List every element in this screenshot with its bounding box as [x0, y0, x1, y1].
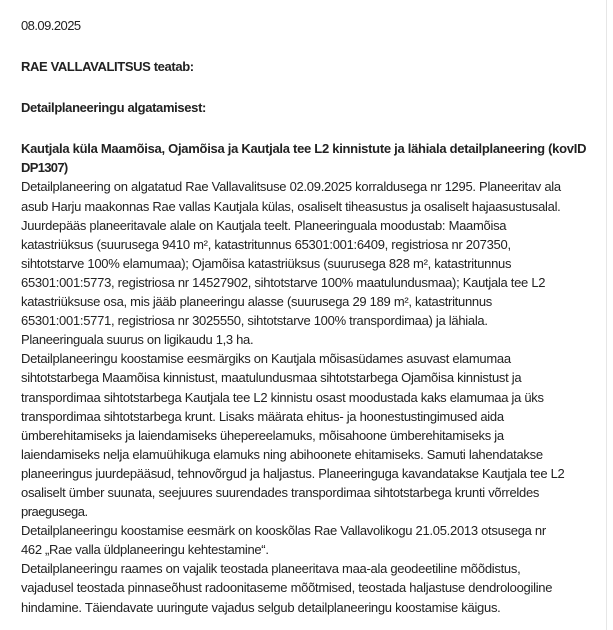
body-line: vajadusel teostada pinnaseõhust radoonitaseme mõõtmised, teostada haljastuse dendroloogiline [21, 580, 553, 596]
notice-date: 08.09.2025 [21, 18, 81, 33]
body-line: 65301:001:5771, registriosa nr 3025550, sihtotstarve 100% transpordimaa) ja lähiala. [21, 313, 488, 329]
notice-title-line: Kautjala küla Maamõisa, Ojamõisa ja Kautjala tee L2 kinnistute ja lähiala detailplaneering (kovID [21, 141, 587, 157]
body-line: sihtotstarve 100% elamumaa); Ojamõisa katastriüksus (suurusega 828 m², katastritunnus [21, 255, 512, 271]
notice-title [21, 139, 606, 177]
body-line: asub Harju maakonnas Rae vallas Kautjala külas, osaliselt tiheasustus ja osaliselt hajaasustusalal. [21, 198, 561, 214]
body-line: praegusega. [21, 504, 88, 520]
body-line: katastriüksuse osa, mis jääb planeeringu alasse (suurusega 29 189 m², katastritunnus [21, 294, 492, 310]
notice-title-line: DP1307) [21, 160, 68, 176]
body-line: transpordimaa sihtotstarbega Kautjala tee L2 kinnistu osast moodustada kaks elamumaa ja üks [21, 389, 544, 405]
notice-issuer: RAE VALLAVALITSUS teatab: [21, 59, 194, 75]
spacer [21, 76, 606, 98]
body-line: transpordimaa sihtotstarbega krunt. Lisaks määrata ehitus- ja hoonestustingimused aida [21, 408, 504, 424]
body-line: Detailplaneering on algatatud Rae Vallavalitsuse 02.09.2025 korraldusega nr 1295. Planeeritav ala [21, 179, 561, 195]
body-line: osaliselt ümber suunata, seejuures suurendades transpordimaa sihtotstarbega krunti võrreldes [21, 484, 540, 500]
notice-heading: Detailplaneeringu algatamisest: [21, 100, 207, 116]
content-right-border [606, 0, 607, 630]
body-line: Planeeringuala suurus on ligikaudu 1,3 ha. [21, 332, 254, 348]
body-line: Juurdepääs planeeritavale alale on Kautjala teelt. Planeeringuala moodustab: Maamõisa [21, 217, 507, 233]
notice-article [21, 16, 606, 617]
body-line: Detailplaneeringu raames on vajalik teostada planeeritava maa-ala geodeetiline mõõdistus, [21, 561, 521, 577]
body-line: Detailplaneeringu koostamise eesmärk on kooskõlas Rae Vallavolikogu 21.05.2013 otsusega nr [21, 523, 546, 539]
body-line: 462 „Rae valla üldplaneeringu kehtestamine“. [21, 542, 269, 558]
spacer [21, 117, 606, 139]
body-line: Detailplaneeringu koostamise eesmärgiks on Kautjala mõisasüdames asuvast elamumaa [21, 351, 511, 367]
body-line: sihtotstarbega Maamõisa kinnistust, maatulundusmaa sihtotstarbega Ojamõisa kinnistust ja [21, 370, 522, 386]
spacer [21, 35, 606, 57]
notice-body [21, 177, 606, 616]
body-line: ümberehitamiseks ja laiendamiseks ühepereelamuks, mõisahoone ümberehitamiseks ja [21, 427, 504, 443]
body-line: 65301:001:5773, registriosa nr 14527902, sihtotstarve 100% maatulundusmaa); Kautjala tee L2 [21, 274, 546, 290]
body-line: hindamine. Täiendavate uuringute vajadus selgub detailplaneeringu koostamise käigus. [21, 599, 501, 615]
body-line: planeeringus juurdepääsud, tehnovõrgud ja haljastus. Planeeringuga kavandatakse Kautjala tee L2 [21, 465, 565, 481]
body-line: laiendamiseks nelja elamuühikuga elamuks ning abihoonete ehitamiseks. Samuti lahendatakse [21, 446, 543, 462]
body-line: katastriüksus (suurusega 9410 m², katastritunnus 65301:001:6409, registriosa nr 207350, [21, 236, 511, 252]
